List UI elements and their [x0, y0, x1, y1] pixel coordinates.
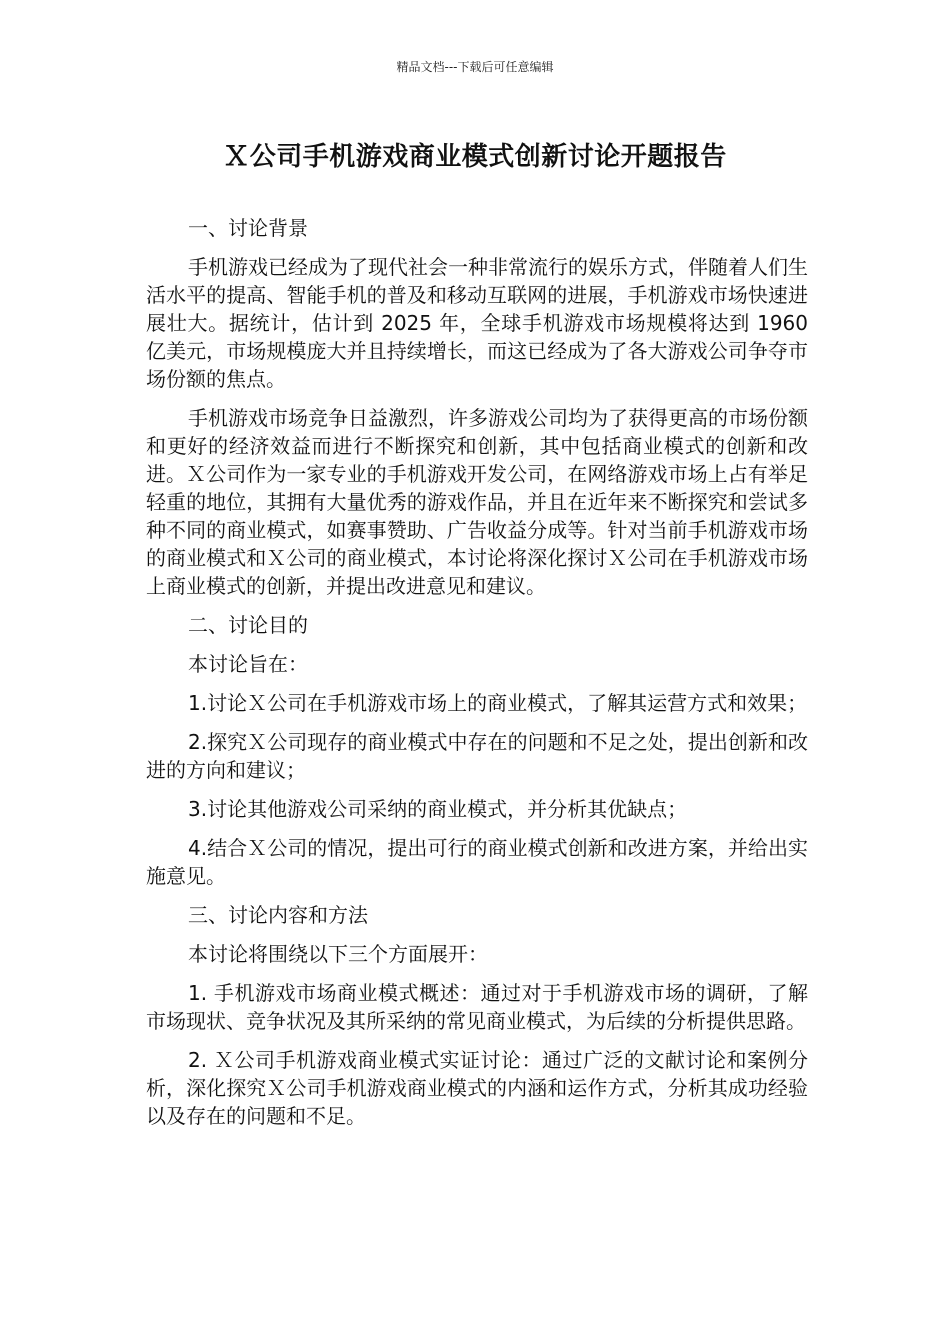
- header-note: 精品文档---下载后可任意编辑: [396, 60, 554, 74]
- paragraph-purpose-intro: 本讨论旨在：: [188, 652, 308, 676]
- section-heading-content-methods: 三、讨论内容和方法: [188, 903, 368, 927]
- document-body: [146, 214, 808, 1141]
- list-item-content-2: 2. Ｘ公司手机游戏商业模式实证讨论：通过广泛的文献讨论和案例分析，深化探究Ｘ公司手机游戏商业模式的内涵和运作方式，分析其成功经验以及存在的问题和不足。: [146, 1048, 808, 1128]
- document-title: Ｘ公司手机游戏商业模式创新讨论开题报告: [223, 142, 727, 172]
- list-item-purpose-3: 3.讨论其他游戏公司采纳的商业模式，并分析其优缺点；: [188, 797, 688, 821]
- list-item-content-1: 1. 手机游戏市场商业模式概述：通过对于手机游戏市场的调研，了解市场现状、竞争状况及其所采纳的常见商业模式，为后续的分析提供思路。: [146, 981, 808, 1033]
- list-item-purpose-2: 2.探究Ｘ公司现存的商业模式中存在的问题和不足之处，提出创新和改进的方向和建议；: [146, 730, 808, 782]
- paragraph-content-intro: 本讨论将围绕以下三个方面展开：: [188, 942, 488, 966]
- paragraph-background-2: 手机游戏市场竞争日益激烈，许多游戏公司均为了获得更高的市场份额和更好的经济效益而进行不断探究和创新，其中包括商业模式的创新和改进。Ｘ公司作为一家专业的手机游戏开发公司，在网络游戏市场上占有举足轻重的地位，其拥有大量优秀的游戏作品，并且在近年来不断探究和尝试多种不同的商业模式，如赛事赞助、广告收益分成等。针对当前手机游戏市场的商业模式和Ｘ公司的商业模式，本讨论将深化探讨Ｘ公司在手机游戏市场上商业模式的创新，并提出改进意见和建议。: [146, 406, 808, 598]
- paragraph-background-1: 手机游戏已经成为了现代社会一种非常流行的娱乐方式，伴随着人们生活水平的提高、智能手机的普及和移动互联网的进展，手机游戏市场快速进展壮大。据统计，估计到 2025 年，全球手机游戏市场规模将达到 1960 亿美元，市场规模庞大并且持续增长，而这已经成为了各大游戏公司争夺市场份额的焦点。: [146, 255, 808, 391]
- section-heading-purpose: 二、讨论目的: [188, 613, 308, 637]
- list-item-purpose-1: 1.讨论Ｘ公司在手机游戏市场上的商业模式，了解其运营方式和效果；: [188, 691, 808, 715]
- section-heading-background: 一、讨论背景: [188, 216, 308, 240]
- list-item-purpose-4: 4.结合Ｘ公司的情况，提出可行的商业模式创新和改进方案，并给出实施意见。: [146, 836, 808, 888]
